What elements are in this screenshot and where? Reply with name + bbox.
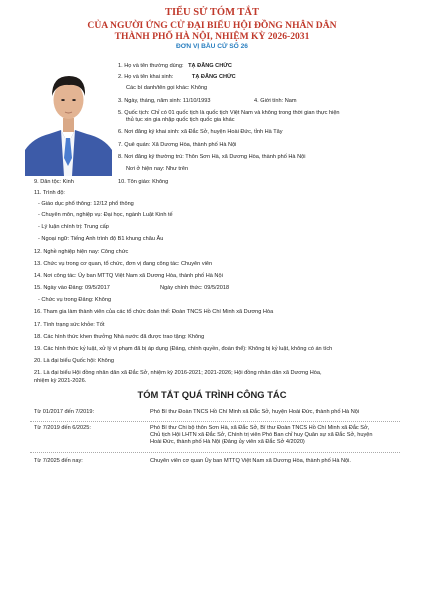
item-education-heading: 11. Trình độ: <box>34 190 65 196</box>
work-period-3: Từ 7/2025 đến nay: <box>34 458 83 464</box>
item-nationality-line2: thủ tục xin gia nhập quốc tịch quốc gia khác <box>126 117 235 123</box>
item-gender: 4. Giới tính: Nam <box>254 98 297 104</box>
birth-name-label: 2. Họ và tên khai sinh: <box>118 74 174 80</box>
item-occupation: 12. Nghề nghiệp hiện nay: Công chức <box>34 249 129 255</box>
item-national-assembly: 20. Là đại biểu Quốc hội: Không <box>34 358 114 364</box>
work-description-2-line: Chủ tịch Hội LHTN xã Đắc Sở, Chính trị viên Phó Ban chỉ huy Quân sự xã Đắc Sở, huyện <box>150 432 373 439</box>
item-nationality-line1: 5. Quốc tịch: Chỉ có 01 quốc tịch là quốc tịch Việt Nam và không trong thời gian thực hiện <box>118 110 340 116</box>
document-subtitle-line2: THÀNH PHỐ HÀ NỘI, NHIỆM KỲ 2026-2031 <box>114 31 310 42</box>
work-description-3 <box>150 458 395 465</box>
work-separator <box>30 421 400 422</box>
item-awards: 18. Các hình thức khen thưởng Nhà nước đã được trao tặng: Không <box>34 334 205 340</box>
item-alias: Các bí danh/tên gọi khác: Không <box>126 85 208 91</box>
document-title: TIỂU SỬ TÓM TẮT <box>164 7 260 18</box>
work-history-title: TÓM TẮT QUÁ TRÌNH CÔNG TÁC <box>137 389 287 400</box>
item-birth-date: 3. Ngày, tháng, năm sinh: 11/10/1993 <box>118 98 211 104</box>
item-council-member-line1: 21. Là đại biểu Hội đồng nhân dân xã Đắc Sở, nhiệm kỳ 2016-2021; 2021-2026; Hội đồng nhân dân xã Dương Hòa, <box>34 370 322 376</box>
item-party-official-date: Ngày chính thức: 09/5/2018 <box>160 285 230 291</box>
item-health: 17. Tình trạng sức khỏe: Tốt <box>34 322 105 328</box>
item-party-join-date: 15. Ngày vào Đảng: 09/5/2017 <box>34 285 110 291</box>
item-birth-registration: 6. Nơi đăng ký khai sinh: xã Đắc Sở, huyện Hoài Đức, tỉnh Hà Tây <box>118 129 283 135</box>
item-permanent-residence: 8. Nơi đăng ký thường trú: Thôn Sơn Hà, xã Dương Hòa, thành phố Hà Nội <box>118 154 306 160</box>
item-education-language: - Ngoại ngữ: Tiếng Anh trình độ B1 khung châu Âu <box>38 236 164 242</box>
work-description-1 <box>150 409 395 416</box>
work-description-2-line: Phó Bí thư Chi bộ thôn Sơn Hà, xã Đắc Sở, Bí thư Đoàn TNCS Hồ Chí Minh xã Đắc Sở, <box>150 425 370 431</box>
item-discipline: 19. Các hình thức kỷ luật, xử lý vi phạm đã bị áp dụng (Đảng, chính quyền, đoàn thể): Không bị kỷ luật, không có án tích <box>34 346 333 352</box>
item-current-residence: Nơi ở hiện nay: Như trên <box>126 166 189 172</box>
electoral-unit: ĐƠN VỊ BẦU CỬ SỐ 26 <box>176 43 248 50</box>
work-description-3-line: Chuyên viên cơ quan Ủy ban MTTQ Việt Nam xã Dương Hòa, thành phố Hà Nội. <box>150 458 351 464</box>
common-name-value: TẠ ĐĂNG CHỨC <box>188 63 232 69</box>
item-organizations: 16. Tham gia làm thành viên của các tổ chức đoàn thể: Đoàn TNCS Hồ Chí Minh xã Dương Hòa <box>34 309 274 315</box>
item-workplace: 14. Nơi công tác: Ủy ban MTTQ Việt Nam xã Dương Hòa, thành phố Hà Nội <box>34 273 223 279</box>
candidate-portrait <box>25 54 112 176</box>
work-separator <box>30 452 400 453</box>
work-period-1: Từ 01/2017 đến 7/2019: <box>34 409 95 415</box>
birth-name-value: TẠ ĐĂNG CHỨC <box>191 74 236 80</box>
item-party-role: - Chức vụ trong Đảng: Không <box>38 297 112 303</box>
item-council-member-line2: nhiệm kỳ 2021-2026. <box>34 378 87 384</box>
work-description-2-line: Hoài Đức, thành phố Hà Nội (Đảng ủy viên xã Đắc Sở 4/2020) <box>150 439 305 446</box>
item-ethnicity: 9. Dân tộc: Kinh <box>34 179 74 185</box>
work-description-1-line: Phó Bí thư Đoàn TNCS Hồ Chí Minh xã Đắc Sở, huyện Hoài Đức, thành phố Hà Nội <box>150 409 360 415</box>
item-birth-name <box>118 74 236 81</box>
common-name-label: 1. Họ và tên thường dùng: <box>118 63 184 69</box>
item-education-political: - Lý luận chính trị: Trung cấp <box>38 224 109 230</box>
item-common-name <box>118 63 232 70</box>
item-hometown: 7. Quê quán: Xã Dương Hòa, thành phố Hà Nội <box>118 142 237 148</box>
item-education-major: - Chuyên môn, nghiệp vụ: Đại học, ngành Luật Kinh tế <box>38 212 173 218</box>
item-religion: 10. Tôn giáo: Không <box>118 179 169 185</box>
item-education-general: - Giáo dục phổ thông: 12/12 phổ thông <box>38 201 134 207</box>
item-position: 13. Chức vụ trong cơ quan, tổ chức, đơn vị đang công tác: Chuyên viên <box>34 261 213 267</box>
work-period-2: Từ 7/2019 đến 6/2025: <box>34 425 91 431</box>
work-description-2 <box>150 425 395 447</box>
document-subtitle-line1: CỦA NGƯỜI ỨNG CỬ ĐẠI BIỂU HỘI ĐỒNG NHÂN DÂN <box>87 20 337 31</box>
